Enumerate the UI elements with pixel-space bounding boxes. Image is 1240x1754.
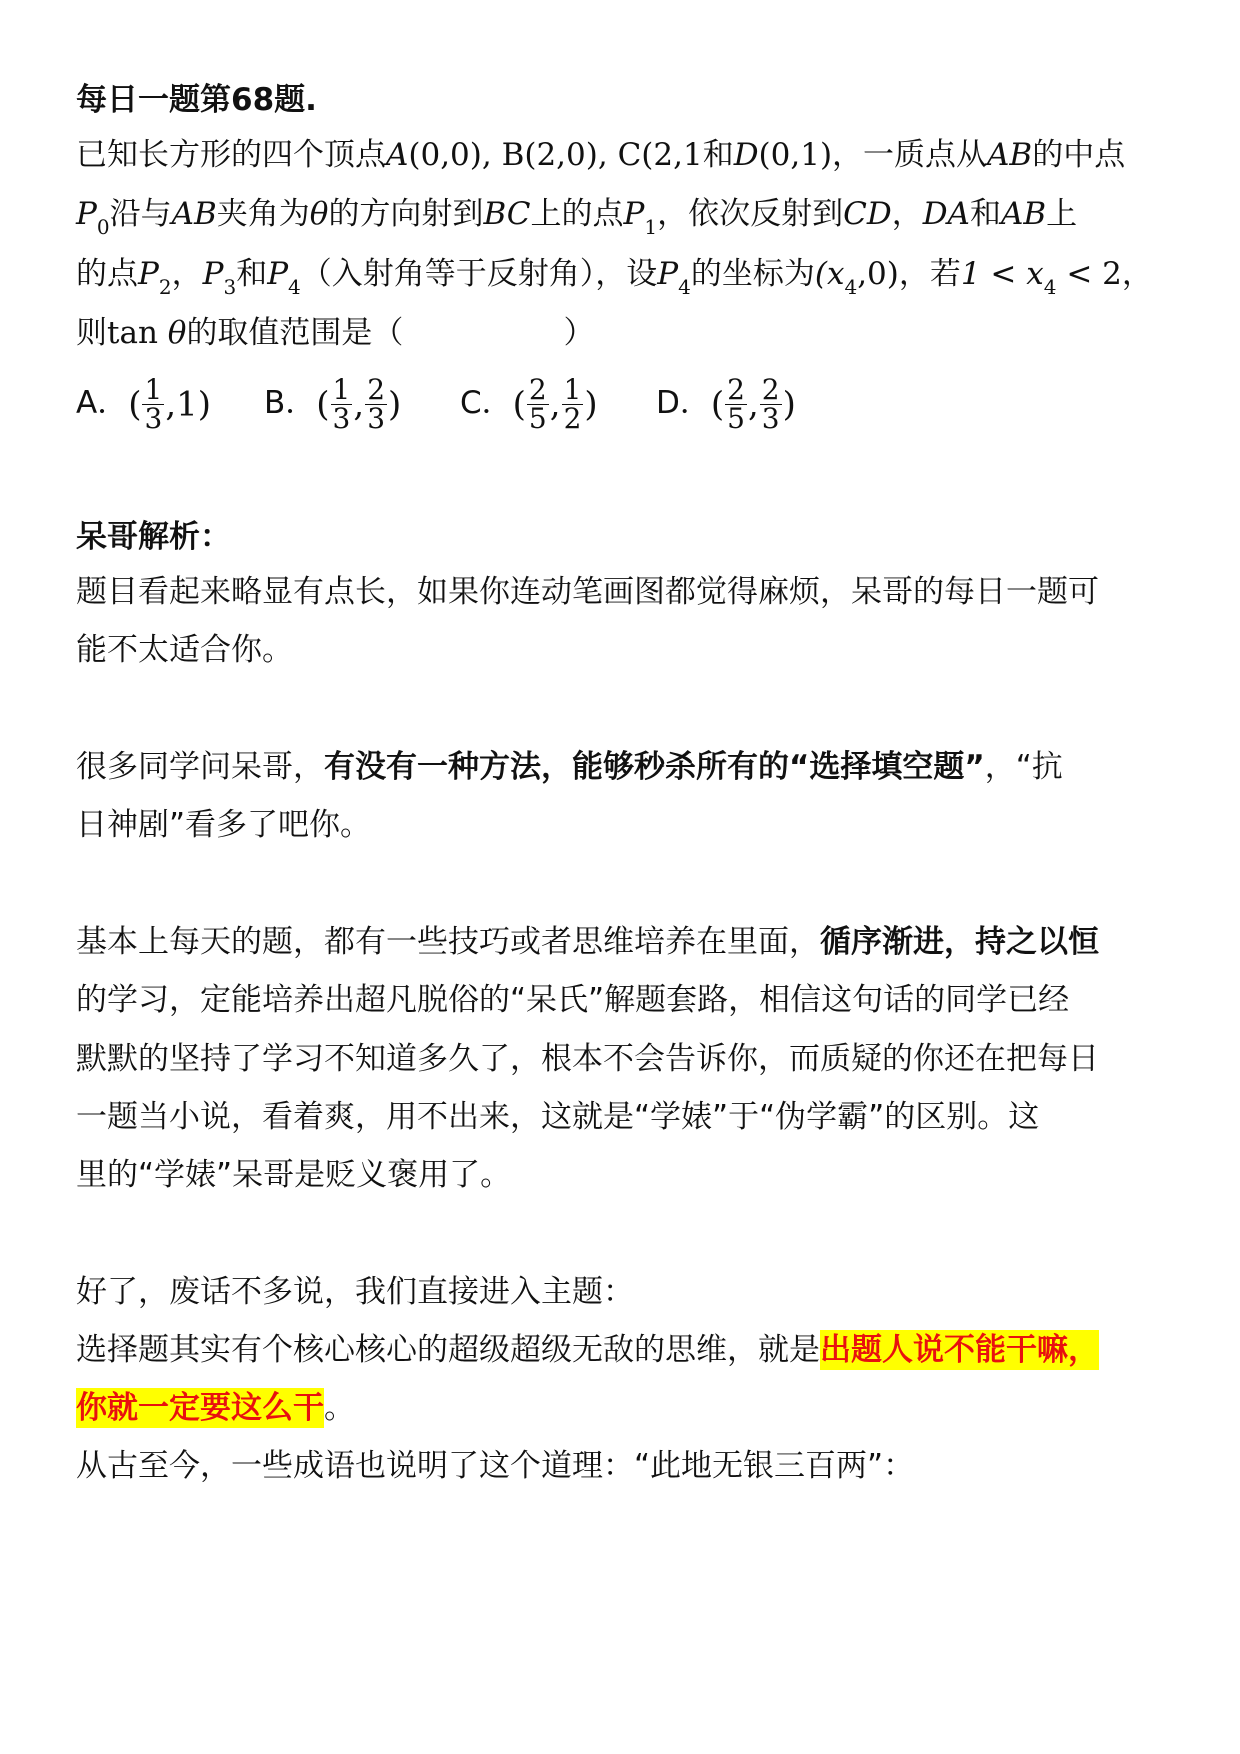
paragraph-line: 的学习，定能培养出超凡脱俗的“呆氏”解题套路，相信这句话的同学已经 <box>76 982 1070 1018</box>
fraction: $\frac{1}{3}$ <box>144 373 163 435</box>
fraction: $\frac{1}{2}$ <box>563 373 582 435</box>
paragraph-line: 一题当小说，看着爽，用不出来，这就是“学婊”于“伪学霸”的区别。这 <box>76 1099 1040 1135</box>
paragraph-line: 里的“学婊”呆哥是贬义褒用了。 <box>76 1157 512 1193</box>
options-row <box>76 373 1176 436</box>
problem-title: 每日一题第68题. <box>76 82 317 118</box>
problem-line-3: 的点$P_2$，$P_3$和$P_4$（入射角等于反射角），设$P_4$的坐标为$(x_4,0)$，若$1 < x_4 < 2$， <box>76 256 1153 299</box>
paragraph-line: 很多同学问呆哥，有没有一种方法，能够秒杀所有的“选择填空题”，“抗 <box>76 749 1063 785</box>
paragraph-line: 从古至今，一些成语也说明了这个道理：“此地无银三百两”： <box>76 1448 915 1484</box>
paragraph-line: 基本上每天的题，都有一些技巧或者思维培养在里面，循序渐进，持之以恒 <box>76 924 1099 960</box>
fraction: $\frac{2}{3}$ <box>761 373 780 435</box>
option-c: C．( $\frac{2}{5}$ , $\frac{1}{2}$ ) <box>460 373 598 435</box>
paragraph-line: 选择题其实有个核心核心的超级超级无敌的思维，就是出题人说不能干嘛， <box>76 1332 1099 1368</box>
problem-line-2: $P_0$沿与AB夹角为θ的方向射到BC上的点$P_1$，依次反射到CD，DA和AB上 <box>76 196 1078 239</box>
analysis-heading: 呆哥解析： <box>76 519 231 555</box>
option-b: B．( $\frac{1}{3}$ , $\frac{2}{3}$ ) <box>264 373 402 435</box>
fraction: $\frac{2}{3}$ <box>367 373 386 435</box>
problem-line-1: 已知长方形的四个顶点A(0,0), B(2,0), C(2,1和D(0,1)，一质点从AB的中点 <box>76 137 1126 173</box>
paragraph-line: 你就一定要这么干。 <box>76 1390 355 1426</box>
paragraph-line: 日神剧”看多了吧你。 <box>76 807 372 843</box>
paragraph-line: 好了，废话不多说，我们直接进入主题： <box>76 1274 634 1310</box>
problem-line-4: 则tan θ的取值范围是（ ） <box>76 315 595 351</box>
highlighted-text: 你就一定要这么干 <box>76 1390 324 1426</box>
highlighted-text: 出题人说不能干嘛， <box>820 1332 1099 1368</box>
paragraph-line: 默默的坚持了学习不知道多久了，根本不会告诉你，而质疑的你还在把每日 <box>76 1041 1099 1077</box>
paragraph-line: 能不太适合你。 <box>76 632 293 668</box>
fraction: $\frac{2}{5}$ <box>528 373 547 435</box>
paragraph-line: 题目看起来略显有点长，如果你连动笔画图都觉得麻烦，呆哥的每日一题可 <box>76 574 1099 610</box>
fraction: $\frac{2}{5}$ <box>727 373 745 435</box>
option-a: A．( $\frac{1}{3}$ ,1) <box>76 373 212 435</box>
fraction: $\frac{1}{3}$ <box>332 373 351 435</box>
option-d: D．( $\frac{2}{5}$ , $\frac{2}{3}$ ) <box>656 373 796 435</box>
